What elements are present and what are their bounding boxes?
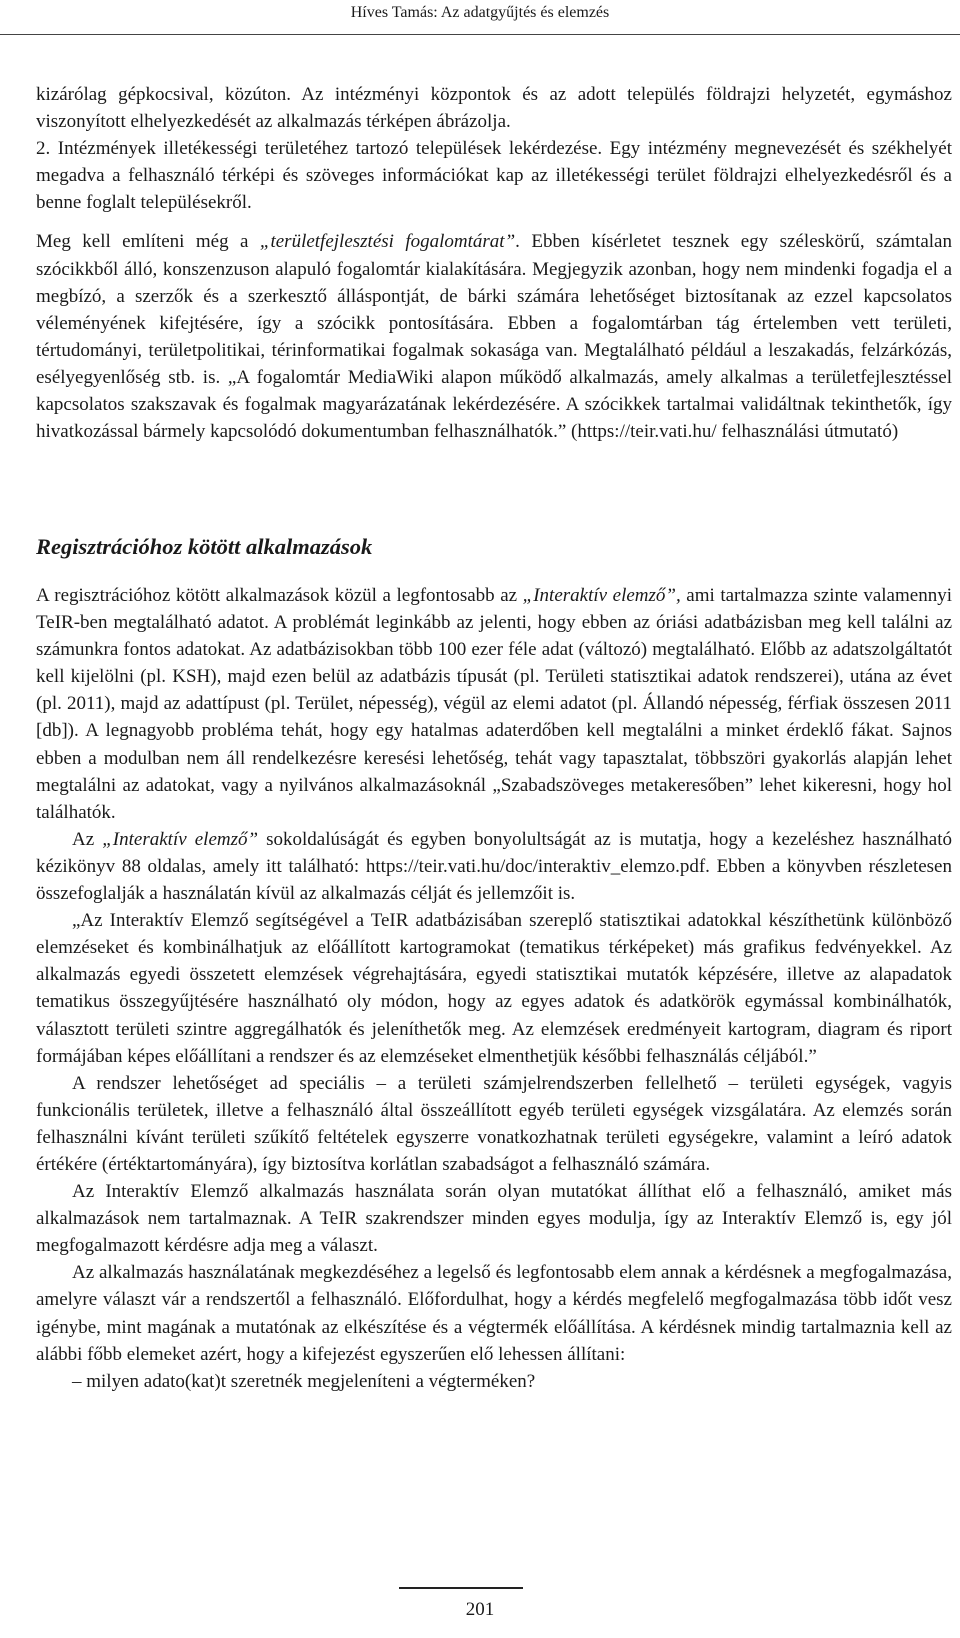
- intro-p3-rest: . Ebben kísérletet tesznek egy széleskörű, számtalan szócikkből álló, konszenzuson alapuló fogalomtár kialakítására. Megjegyzik azonban, hogy nem mindenki fogadja el a megbízó, a szerzők és a szerkesztő álláspontját, de bárki számára lehetőséget biztosítanak az ezzel kapcsolatos véleményének kifejtésére, így a szócikk pontosítására. Ebben a fogalomtárban tág értelemben vett területi, tértudományi, területpolitikai, térinformatikai fogalmak sokasága van. Megtalálható például a leszakadás, felzárkózás, esélyegyenlőség stb. is. „A fogalomtár MediaWiki alapon működő alkalmazás, amely alkalmas a területfejlesztéssel kapcsolatos szakszavak és fogalmak magyarázatának lekérdezésére. A szócikkek tartalmai validáltnak tekinthetők, így hivatkozással bármely kapcsolódó dokumentumban felhasználhatók.” (https://teir.vati.hu/ felhasználási útmutató): [36, 231, 952, 443]
- section-p1-lead: A regisztrációhoz kötött alkalmazások közül a legfontosabb az: [36, 585, 523, 606]
- list-item: – milyen adato(kat)t szeretnék megjeleníteni a végterméken?: [72, 1370, 536, 1392]
- page-number: 201: [465, 1599, 495, 1620]
- section-p1-term: „Interaktív elemző”,: [522, 585, 681, 606]
- section-paragraph-5: Az Interaktív Elemző alkalmazás használata során olyan mutatókat állíthat elő a felhasználó, amiket más alkalmazások nem tartalmaznak. A TeIR szakrendszer minden egyes modulja, így az Interaktív Elemző is, egy jól megfogalmazott kérdésre adja meg a választ.: [36, 1181, 952, 1257]
- intro-p3-term: „területfejlesztési fogalomtárat”: [259, 231, 516, 253]
- section-paragraph-2: [36, 826, 952, 907]
- intro-paragraph-1: kizárólag gépkocsival, közúton. Az intézményi központok és az adott település földrajzi helyzetét, egymáshoz viszonyított elhelyezkedését az alkalmazás térképen ábrázolja.: [36, 84, 952, 133]
- intro-p3-lead: Meg kell említeni még a: [36, 231, 260, 253]
- section-paragraph-4: A rendszer lehetőséget ad speciális – a területi számjelrendszerben fellelhető – területi egységek, vagyis funkcionális területek, illetve a felhasználó által összeállított egyéb területi egységek vizsgálatára. Az elemzés során felhasználni kívánt területi szűkítő feltételek egyszerre vonatkozhatnak területi egységekre, valamint a leíró adatok értékére (értéktartományára), így biztosítva korlátlan szabadságot a felhasználó számára.: [36, 1072, 952, 1175]
- section-title: Regisztrációhoz kötött alkalmazások: [36, 534, 373, 559]
- section-p2-lead: Az: [72, 828, 103, 850]
- section-paragraph-6: Az alkalmazás használatának megkezdéséhez a legelső és legfontosabb elem annak a kérdésnek a megfogalmazása, amelyre választ vár a rendszertől a felhasználó. Előfordulhat, hogy a kérdés megfelelő megfogalmazása több időt vesz igénybe, mint magának a mutatónak az elkészítése és a végtermék előállítása. A kérdésnek mindig tartalmaznia kell az alábbi főbb elemeket azért, hogy a kifejezést egyszerűen elő lehessen állítani:: [36, 1262, 952, 1365]
- header-divider: [0, 34, 960, 35]
- running-header: Híves Tamás: Az adatgyűjtés és elemzés: [350, 4, 610, 21]
- intro-paragraph-3: [36, 228, 952, 445]
- footer-divider: [399, 1587, 523, 1589]
- section-p2-rest: sokoldalúságát és egyben bonyolultságát az is mutatja, hogy a kezeléshez használható kézikönyv 88 oldalas, amely itt található: https://teir.vati.hu/doc/interaktiv_elemzo.pdf. Ebben a könyvben részletesen összefoglalják a használatán kívül az alkalmazás célját és jellemzőit is.: [36, 828, 952, 905]
- section-p2-term: „Interaktív elemző”: [102, 828, 259, 850]
- section-body: [36, 582, 952, 1395]
- section-paragraph-1: [36, 582, 952, 826]
- section-p1-rest: ami tartalmazza szinte valamennyi TeIR-ben megtalálható adatot. A problémát leginkább az jelenti, hogy ebben az óriási adatbázisban meg kell találni az számunkra fontos adatokat. Az adatbázisokban több 100 ezer féle adat (változó) megtalálható. Előbb az adatszolgáltatót kell kijelölni (pl. KSH), majd ezen belül az adatbázis típusát (pl. Területi statisztikai adatok rendszerei), utána az évet (pl. 2011), majd az adattípust (pl. Terület, népesség), végül az elemi adatot (pl. Állandó népesség, férfiak összesen 2011 [db]). A legnagyobb probléma tehát, hogy egy hatalmas adaterdőben kell megtalálni a minket érdeklő fákat. Sajnos ebben a modulban nem áll rendelkezésre keresési lehetőség, tehát vagy tapasztalat, többszöri gyakorlás alapján lehet megtalálni az adatokat, vagy a nyilvános alkalmazásoknál „Szabadszöveges metakeresőben” lehet kikeresni, hogy hol találhatók.: [36, 585, 952, 823]
- intro-paragraph-2: 2. Intézmények illetékességi területéhez tartozó települések lekérdezése. Egy intézmény megnevezését és székhelyét megadva a felhasználó térképi és szöveges információkat kap az illetékességi terület földrajzi elhelyezkedésről és a benne foglalt településekről.: [36, 138, 952, 214]
- section-paragraph-3-quote: „Az Interaktív Elemző segítségével a TeIR adatbázisában szereplő statisztikai adatokkal készíthetünk különböző elemzéseket és kombinálhatjuk az előállított kartogramokat (tematikus térképeket) más grafikus fedvényekkel. Az alkalmazás egyedi összetett elemzések végrehajtására, egyedi statisztikai mutatók képzésére, illetve az alapadatok tematikus összegyűjtésére használható oly módon, hogy az egyes adatok és adatkörök egymással kombinálhatók, választott területi szintre aggregálhatók és jeleníthetők meg. Az elemzések eredményeit kartogram, diagram és riport formájában képes előállítani a rendszer és az elemzéseket elmenthetjük későbbi felhasználás céljából.”: [36, 910, 952, 1067]
- intro-text: [36, 81, 952, 445]
